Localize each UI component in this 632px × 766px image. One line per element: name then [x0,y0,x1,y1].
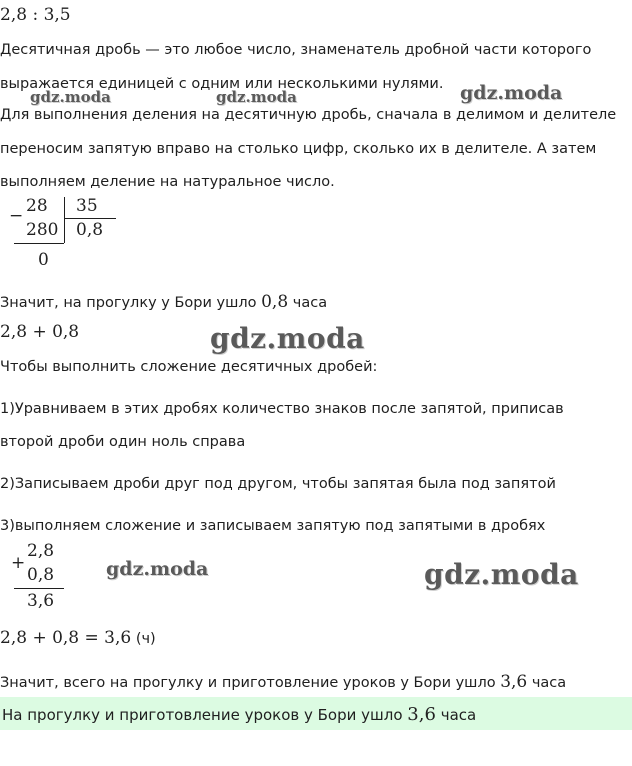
method-line-3: выполняем деление на натуральное число. [0,174,335,190]
watermark: gdz.moda [424,558,579,591]
definition-line-2: выражается единицей с одним или несколькими нулями. [0,76,444,92]
method-line-2: переносим запятую вправо на столько цифр, сколько их в делителе. А затем [0,141,597,157]
addition-plus: + [11,553,26,573]
header-expression: 2,8 : 3,5 [0,5,71,25]
addition-addend-1: 2,8 [27,541,55,561]
step-1-line-1: 1)Уравниваем в этих дробях количество знаков после запятой, приписав [0,401,564,417]
result-total-value: 3,6 [500,672,528,692]
division-product: 280 [26,220,59,240]
division-remainder: 0 [38,250,49,270]
step-2: 2)Записываем дроби друг под другом, чтобы запятая была под запятой [0,476,556,492]
sum-expression: 2,8 + 0,8 [0,322,80,342]
addition-addend-2: 0,8 [27,565,55,585]
watermark: gdz.moda [216,88,297,106]
addition-sum: 3,6 [27,591,55,611]
result-walk: Значит, на прогулку у Бори ушло 0,8 часа [0,292,328,312]
step-3: 3)выполняем сложение и записываем запятую под запятыми в дробях [0,518,546,534]
answer-value: 3,6 [407,704,436,725]
step-1-line-2: второй дроби один ноль справа [0,434,246,450]
watermark: gdz.moda [210,322,365,355]
result-total: Значит, всего на прогулку и приготовление уроков у Бори ушло 3,6 часа [0,672,567,692]
division-vertical-line [64,197,65,243]
final-equation: 2,8 + 0,8 = 3,6 (ч) [0,628,156,648]
result-walk-value: 0,8 [261,292,289,312]
product-underline [14,243,64,244]
watermark: gdz.moda [30,88,111,106]
division-divisor: 35 [76,196,98,216]
watermark: gdz.moda [460,82,563,104]
division-quotient: 0,8 [76,220,104,240]
method-line-1: Для выполнения деления на десятичную дробь, сначала в делимом и делителе [0,107,617,123]
answer-text: На прогулку и приготовление уроков у Бори ушло 3,6 часа [2,704,477,725]
addition-underline [14,588,64,589]
division-dividend: 28 [26,196,48,216]
definition-line-1: Десятичная дробь — это любое число, знаменатель дробной части которого [0,42,592,58]
division-minus: − [9,206,24,226]
answer-box [0,697,632,730]
watermark: gdz.moda [106,558,209,580]
divisor-underline [64,218,116,219]
steps-intro: Чтобы выполнить сложение десятичных дробей: [0,359,378,375]
